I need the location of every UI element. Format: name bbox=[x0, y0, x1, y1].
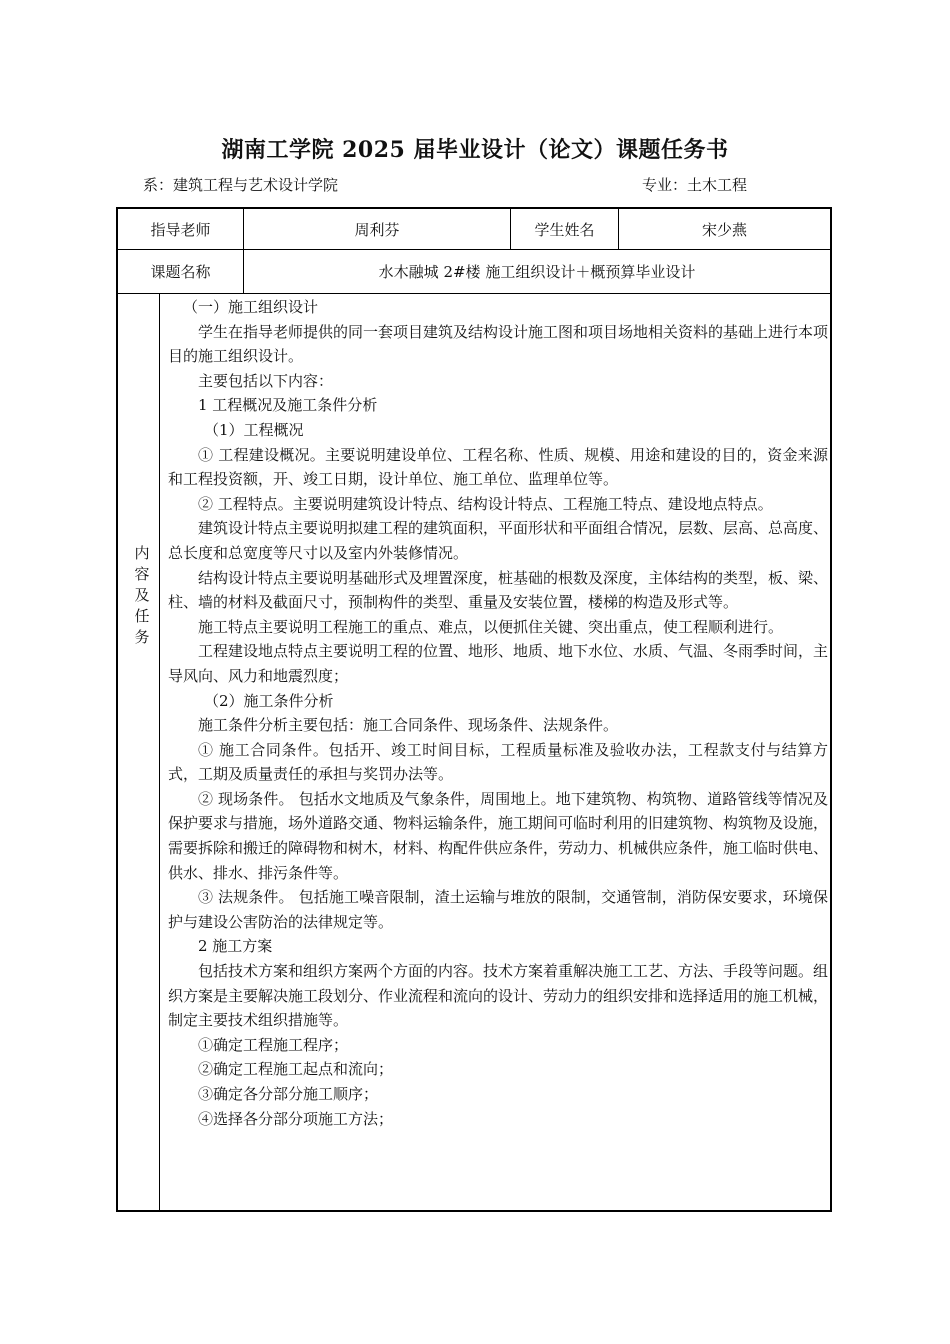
content-tasks-label bbox=[130, 543, 154, 648]
major-label: 专业：土木工程 bbox=[642, 176, 748, 194]
content-body bbox=[168, 295, 828, 1131]
paragraph: ② 工程特点。主要说明建筑设计特点、结构设计特点、工程施工特点、建设地点特点。 bbox=[198, 494, 773, 513]
paragraph: 包括技术方案和组织方案两个方面的内容。技术方案着重解决施工工艺、方法、手段等问题。组织方案是主要解决施工段划分、作业流程和流向的设计、劳动力的组织安排和选择适用的施工机械，制定主要技术组织措施等。 bbox=[168, 962, 829, 1030]
side-label-char: 容 bbox=[134, 565, 150, 583]
row-divider bbox=[118, 293, 830, 294]
side-label-char: 务 bbox=[134, 628, 150, 646]
list-item: ②确定工程施工起点和流向； bbox=[198, 1060, 394, 1079]
list-item: ①确定工程施工程序； bbox=[198, 1035, 349, 1054]
subsection-heading: 2 施工方案 bbox=[198, 937, 273, 956]
side-label-char: 任 bbox=[134, 607, 150, 625]
paragraph: ③ 法规条件。 包括施工噪音限制，渣土运输与堆放的限制，交通管制，消防保安要求，环境保护与建设公害防治的法律规定等。 bbox=[168, 888, 828, 931]
subsection-heading: 1 工程概况及施工条件分析 bbox=[198, 396, 378, 415]
column-divider bbox=[159, 293, 160, 1210]
paragraph: 施工特点主要说明工程施工的重点、难点，以便抓住关键、突出重点，使工程顺利进行。 bbox=[198, 617, 784, 636]
paragraph: ② 现场条件。 包括水文地质及气象条件，周围地上。地下建筑物、构筑物、道路管线等情况及保护要求与措施，场外道路交通、物料运输条件，施工期间可临时利用的旧建筑物、构筑物及设施，需要拆除和搬迁的障碍物和树木，材料、构配件供应条件，劳动力、机械供应条件，施工临时供电、供水、排水、排污条件等。 bbox=[168, 789, 829, 882]
paragraph: 学生在指导老师提供的同一套项目建筑及结构设计施工图和项目场地相关资料的基础上进行本项目的施工组织设计。 bbox=[168, 322, 829, 366]
paragraph: ① 施工合同条件。包括开、竣工时间目标，工程质量标准及验收办法，工程款支付与结算方式，工期及质量责任的承担与奖罚办法等。 bbox=[168, 740, 828, 784]
paragraph: 工程建设地点特点主要说明工程的位置、地形、地质、地下水位、水质、气温、冬雨季时间，主导风向、风力和地震烈度； bbox=[168, 642, 829, 685]
topic-label: 课题名称 bbox=[150, 263, 211, 281]
advisor-label: 指导老师 bbox=[150, 220, 211, 239]
advisor-name: 周利芬 bbox=[354, 220, 400, 239]
section-heading: （一）施工组织设计 bbox=[183, 298, 319, 316]
paragraph: 建筑设计特点主要说明拟建工程的建筑面积，平面形状和平面组合情况，层数、层高、总高度、总长度和总宽度等尺寸以及室内外装修情况。 bbox=[168, 519, 829, 562]
topic-title: 水木融城 2#楼 施工组织设计＋概预算毕业设计 bbox=[378, 263, 696, 281]
paragraph: 施工条件分析主要包括：施工合同条件、现场条件、法规条件。 bbox=[198, 716, 619, 735]
subsection-heading: （2）施工条件分析 bbox=[204, 691, 334, 710]
side-label-char: 及 bbox=[134, 586, 150, 604]
paragraph: ① 工程建设概况。主要说明建设单位、工程名称、性质、规模、用途和建设的目的，资金来源和工程投资额，开、竣工日期，设计单位、施工单位、监理单位等。 bbox=[168, 445, 828, 489]
list-item: ④选择各分部分项施工方法； bbox=[198, 1109, 394, 1128]
student-label: 学生姓名 bbox=[534, 220, 595, 239]
department-label: 系：建筑工程与艺术设计学院 bbox=[143, 176, 339, 194]
side-label-char: 内 bbox=[134, 544, 150, 562]
student-name: 宋少燕 bbox=[701, 220, 747, 239]
paragraph: 结构设计特点主要说明基础形式及埋置深度，桩基础的根数及深度，主体结构的类型，板、梁、柱、墙的材料及截面尺寸，预制构件的类型、重量及安装位置，楼梯的构造及形式等。 bbox=[168, 568, 829, 612]
subsection-heading: （1）工程概况 bbox=[204, 420, 304, 439]
paragraph: 主要包括以下内容： bbox=[198, 371, 334, 390]
list-item: ③确定各分部分施工顺序； bbox=[198, 1085, 379, 1103]
document-title: 湖南工学院 2025 届毕业设计（论文）课题任务书 bbox=[221, 137, 729, 163]
